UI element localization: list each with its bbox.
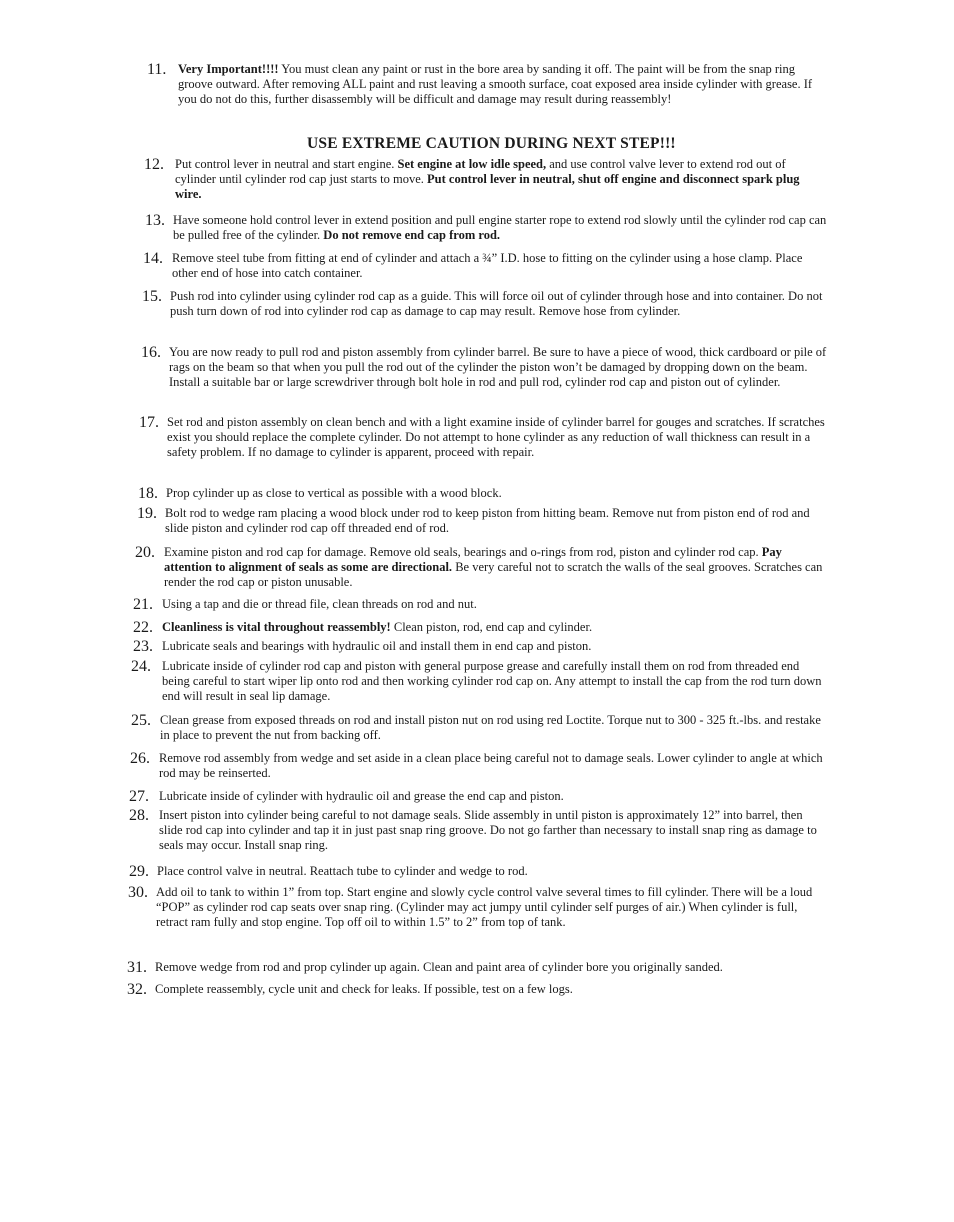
step-number: 29. [129,863,149,880]
step-text-bold: Set engine at low idle speed, [397,157,547,171]
step-number: 14. [143,250,163,267]
step-text-run: Remove rod assembly from wedge and set aside in a clean place being careful not to damage seals. Lower cylinder to angle at which rod may be reinserted. [159,751,823,780]
step-number: 19. [137,505,157,522]
step-text [162,639,826,654]
step-text [159,808,823,853]
step-text-run: Place control valve in neutral. Reattach tube to cylinder and wedge to rod. [157,864,528,878]
step-item [131,713,824,743]
step-text [169,345,829,390]
step-item [144,157,827,202]
step-text-run: Lubricate inside of cylinder rod cap and piston with general purpose grease and carefully install them on rod from threaded end being careful to start wiper lip onto rod and then working cylinder rod cap on. Any attempt to install the cap from the rod turn down end will result in seal lip damage. [162,659,822,703]
step-text-run: Complete reassembly, cycle unit and check for leaks. If possible, test on a few logs. [155,982,573,996]
step-item [133,620,826,635]
step-number: 18. [138,485,158,502]
step-text-run: Lubricate inside of cylinder with hydraulic oil and grease the end cap and piston. [159,789,564,803]
step-number: 25. [131,712,151,729]
step-text [167,415,827,460]
step-text [159,751,823,781]
step-text [172,251,830,281]
step-text [162,620,826,635]
step-number: 15. [142,288,162,305]
step-item [137,506,825,536]
step-item [127,982,827,997]
step-item [133,639,826,654]
step-number: 16. [141,344,161,361]
step-text-run: Be very careful not to scratch the walls of the seal grooves. Scratches can render the rod cap or piston unusable. [164,560,823,589]
step-text-run: You are now ready to pull rod and piston assembly from cylinder barrel. Be sure to have a piece of wood, thick cardboard or pile of rags on the beam so that when you pull the rod out of the cylinder the piston won’t be damaged by dropping down on the beam. Install a suitable bar or large screwdriver through bolt hole in rod and pull rod, cylinder rod cap and piston out of cylinder. [169,345,827,389]
step-text [165,506,825,536]
step-text-bold: Cleanliness is vital throughout reassembly! [162,620,391,634]
step-item [135,545,826,590]
step-text-run: Put control lever in neutral and start engine. [175,157,398,171]
step-item [128,885,826,930]
step-item [131,659,826,704]
step-item [127,960,827,975]
step-text [178,62,826,107]
step-text-run: Remove wedge from rod and prop cylinder up again. Clean and paint area of cylinder bore you originally sanded. [155,960,723,974]
step-text-bold: Pay attention to alignment of seals as some are directional. [164,545,782,574]
step-text-run: Using a tap and die or thread file, clean threads on rod and nut. [162,597,477,611]
step-item [133,597,826,612]
step-number: 32. [127,981,147,998]
step-text-run: Remove steel tube from fitting at end of cylinder and attach a ¾” I.D. hose to fitting on the cylinder using a hose clamp. Place other end of hose into catch container. [172,251,803,280]
step-text-run: You must clean any paint or rust in the bore area by sanding it off. The paint will be from the snap ring groove outward. After removing ALL paint and rust leaving a smooth surface, coat exposed area inside cylinder with grease. If you do not do this, further disassembly will be difficult and damage may result during reassembly! [178,62,813,106]
step-text-run: Push rod into cylinder using cylinder rod cap as a guide. This will force oil out of cylinder through hose and into container. Do not push turn down of rod into cylinder rod cap as damage to cap may result. Remove hose from cylinder. [170,289,823,318]
step-item [141,345,829,390]
step-number: 28. [129,807,149,824]
step-text [175,157,827,202]
step-text [162,597,826,612]
step-number: 20. [135,544,155,561]
step-number: 30. [128,884,148,901]
step-text-run: and use control valve lever to extend rod out of cylinder until cylinder rod cap just starts to move. [175,157,786,186]
step-text-bold: Do not remove end cap from rod. [323,228,501,242]
step-item [139,415,827,460]
step-text-bold: Very Important!!!! [178,62,279,76]
step-item [130,751,823,781]
step-number: 27. [129,788,149,805]
step-number: 13. [145,212,165,229]
step-text [162,659,826,704]
step-text [164,545,826,590]
step-number: 31. [127,959,147,976]
step-text-run: Examine piston and rod cap for damage. Remove old seals, bearings and o-rings from rod, piston and cylinder rod cap. [164,545,762,559]
step-number: 17. [139,414,159,431]
step-text [173,213,831,243]
step-number: 24. [131,658,151,675]
step-text-run: Clean piston, rod, end cap and cylinder. [390,620,593,634]
step-item [138,486,826,501]
step-number: 11. [147,61,167,78]
step-text [159,789,823,804]
step-text [155,960,827,975]
step-item [129,808,823,853]
step-text [157,864,827,879]
step-item [147,62,826,107]
step-text-run: Insert piston into cylinder being careful to not damage seals. Slide assembly in until piston is approximately 12” into barrel, then slide rod cap into cylinder and tap it in just past snap ring groove. Do not go farther than necessary to install snap ring as damage to seals may occur. Install snap ring. [159,808,817,852]
step-number: 22. [133,619,153,636]
step-text-bold: Put control lever in neutral, shut off engine and disconnect spark plug wire. [175,172,800,201]
step-text-run: Set rod and piston assembly on clean bench and with a light examine inside of cylinder barrel for gouges and scratches. If scratches exist you should replace the complete cylinder. Do not attempt to hone cylinder as any reduction of wall thickness can result in a safety problem. If no damage to cylinder is apparent, proceed with repair. [167,415,825,459]
step-text [160,713,824,743]
step-text-run: Bolt rod to wedge ram placing a wood block under rod to keep piston from hitting beam. Remove nut from piston end of rod and slide piston and cylinder rod cap off threaded end of rod. [165,506,810,535]
step-number: 23. [133,638,153,655]
step-text-run: Have someone hold control lever in extend position and pull engine starter rope to extend rod slowly until the cylinder rod cap can be pulled free of the cylinder. [173,213,827,242]
step-item [142,289,830,319]
step-text [155,982,827,997]
step-number: 26. [130,750,150,767]
step-text [170,289,830,319]
step-text-run: Prop cylinder up as close to vertical as possible with a wood block. [166,486,502,500]
step-text [166,486,826,501]
step-item [129,789,823,804]
step-number: 12. [144,156,164,173]
step-item [145,213,831,243]
step-text-run: Lubricate seals and bearings with hydraulic oil and install them in end cap and piston. [162,639,592,653]
caution-heading: USE EXTREME CAUTION DURING NEXT STEP!!! [307,135,676,152]
step-text-run: Clean grease from exposed threads on rod and install piston nut on rod using red Loctite. Torque nut to 300 - 325 ft.-lbs. and restake in place to prevent the nut from backing off. [160,713,821,742]
step-text-run: Add oil to tank to within 1” from top. Start engine and slowly cycle control valve several times to fill cylinder. There will be a loud “POP” as cylinder rod cap seats over snap ring. (Cylinder may act jumpy until cylinder self purges of air.) When cylinder is full, retract ram fully and stop engine. Top off oil to within 1.5” to 2” from top of tank. [156,885,813,929]
step-item [143,251,830,281]
step-item [129,864,827,879]
step-number: 21. [133,596,153,613]
step-text [156,885,826,930]
